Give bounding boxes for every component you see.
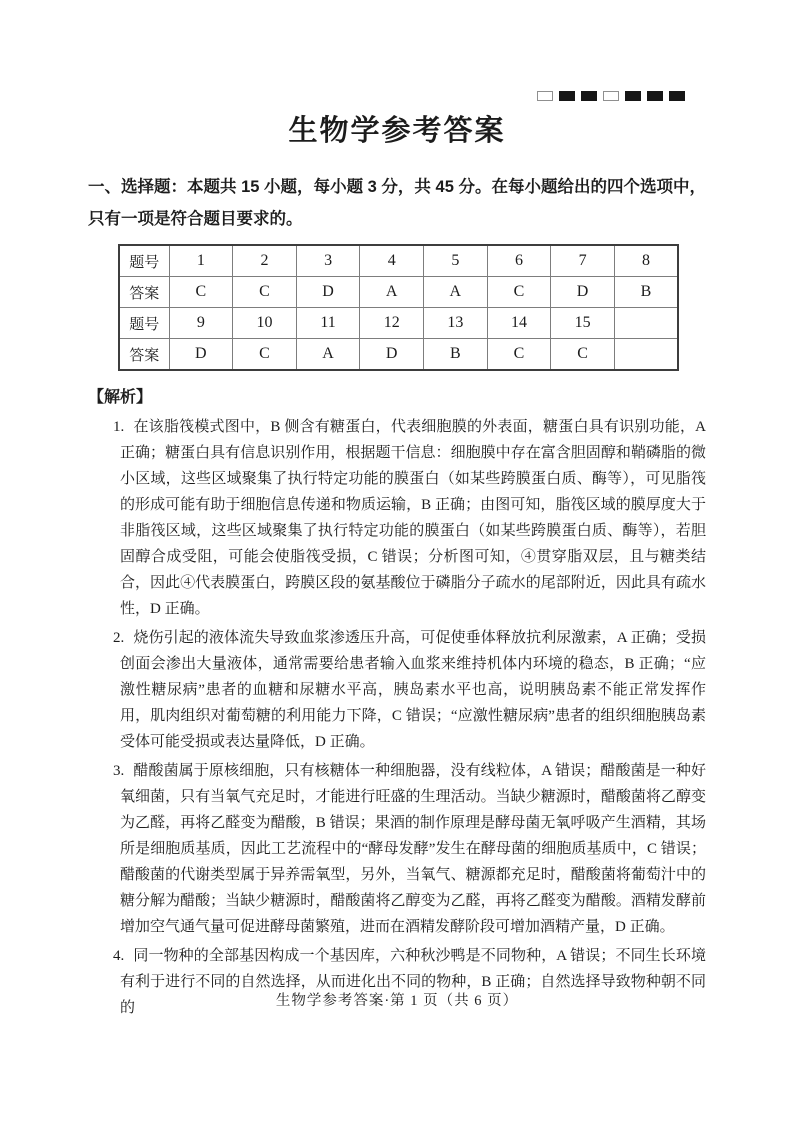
item-text: 醋酸菌属于原核细胞，只有核糖体一种细胞器，没有线粒体，A 错误；醋酸菌是一种好氧细菌，只有当氧气充足时，才能进行旺盛的生理活动。当缺少糖源时，醋酸菌将乙醇变为乙醛，再将乙醛变为醋酸，B 错误；果酒的制作原理是酵母菌无氧呼吸产生酒精，其场所是细胞质基质，因此工艺流程中的“酵母发酵”发生在酵母菌的细胞质基质中，C 错误；醋酸菌的代谢类型属于异养需氧型，另外，当氧气、糖源都充足时，醋酸菌将葡萄汁中的糖分解为醋酸；当缺少糖源时，醋酸菌将乙醇变为乙醛，再将乙醛变为醋酸。酒精发酵前增加空气通气量可促进酵母菌繁殖，进而在酒精发酵阶段可增加酒精产量，D 正确。 bbox=[120, 763, 706, 935]
registration-mark-outline bbox=[603, 91, 619, 101]
table-row bbox=[119, 308, 678, 339]
analysis-item bbox=[88, 414, 706, 622]
row-label: 题号 bbox=[119, 245, 169, 277]
item-number: 2. bbox=[113, 630, 125, 646]
answer-table bbox=[118, 244, 679, 371]
row-label: 答案 bbox=[119, 277, 169, 308]
registration-mark-solid bbox=[625, 91, 641, 101]
registration-mark-solid bbox=[581, 91, 597, 101]
analysis-item bbox=[88, 758, 706, 940]
registration-mark-outline bbox=[537, 91, 553, 101]
item-text: 同一物种的全部基因构成一个基因库，六种秋沙鸭是不同物种，A 错误；不同生长环境有利于进行不同的自然选择，从而进化出不同的物种，B 正确；自然选择导致物种朝不同的 bbox=[120, 948, 706, 1016]
content-area bbox=[88, 172, 706, 1021]
answer-cell bbox=[614, 308, 678, 339]
item-number: 1. bbox=[113, 419, 125, 435]
answer-cell: 11 bbox=[296, 308, 360, 339]
page-title: 生物学参考答案 bbox=[288, 115, 506, 147]
answer-cell: B bbox=[424, 339, 488, 371]
answer-cell: D bbox=[169, 339, 233, 371]
answer-cell: D bbox=[296, 277, 360, 308]
answer-cell: 9 bbox=[169, 308, 233, 339]
answer-cell: C bbox=[551, 339, 615, 371]
answer-cell: 1 bbox=[169, 245, 233, 277]
table-row bbox=[119, 339, 678, 371]
section-one-intro: 一、选择题：本题共 15 小题，每小题 3 分，共 45 分。在每小题给出的四个选项中，只有一项是符合题目要求的。 bbox=[88, 178, 706, 228]
answer-table-body bbox=[119, 245, 678, 370]
analysis-heading: 【解析】 bbox=[88, 389, 153, 406]
answer-cell: 3 bbox=[296, 245, 360, 277]
answer-cell: 10 bbox=[233, 308, 297, 339]
answer-cell: 4 bbox=[360, 245, 424, 277]
item-text: 烧伤引起的液体流失导致血浆渗透压升高，可促使垂体释放抗利尿激素，A 正确；受损创面会渗出大量液体，通常需要给患者输入血浆来维持机体内环境的稳态，B 正确；“应激性糖尿病”患者的血糖和尿糖水平高，胰岛素水平也高，说明胰岛素不能正常发挥作用，肌肉组织对葡萄糖的利用能力下降，C 错误；“应激性糖尿病”患者的组织细胞胰岛素受体可能受损或表达量降低，D 正确。 bbox=[120, 630, 706, 750]
print-registration-marks bbox=[537, 91, 685, 101]
answer-cell: D bbox=[360, 339, 424, 371]
page-footer: 生物学参考答案·第 1 页（共 6 页） bbox=[275, 993, 519, 1009]
answer-cell: D bbox=[551, 277, 615, 308]
answer-cell: 8 bbox=[614, 245, 678, 277]
answer-cell: B bbox=[614, 277, 678, 308]
registration-mark-solid bbox=[559, 91, 575, 101]
answer-cell: C bbox=[233, 339, 297, 371]
answer-cell: A bbox=[360, 277, 424, 308]
analysis-items bbox=[88, 414, 706, 1021]
analysis-item bbox=[88, 625, 706, 755]
table-row bbox=[119, 245, 678, 277]
answer-cell: 13 bbox=[424, 308, 488, 339]
answer-cell: 7 bbox=[551, 245, 615, 277]
answer-cell: 6 bbox=[487, 245, 551, 277]
answer-cell: C bbox=[487, 339, 551, 371]
answer-cell: 14 bbox=[487, 308, 551, 339]
answer-cell: C bbox=[487, 277, 551, 308]
answer-cell: C bbox=[233, 277, 297, 308]
answer-cell: C bbox=[169, 277, 233, 308]
item-number: 3. bbox=[113, 763, 125, 779]
answer-cell: 5 bbox=[424, 245, 488, 277]
table-row bbox=[119, 277, 678, 308]
answer-cell: 12 bbox=[360, 308, 424, 339]
answer-cell: A bbox=[424, 277, 488, 308]
registration-mark-solid bbox=[669, 91, 685, 101]
row-label: 题号 bbox=[119, 308, 169, 339]
answer-cell: 2 bbox=[233, 245, 297, 277]
item-text: 在该脂筏模式图中，B 侧含有糖蛋白，代表细胞膜的外表面，糖蛋白具有识别功能，A 正确；糖蛋白具有信息识别作用，根据题干信息：细胞膜中存在富含胆固醇和鞘磷脂的微小区域，这些区域聚集了执行特定功能的膜蛋白（如某些跨膜蛋白质、酶等），可见脂筏的形成可能有助于细胞信息传递和物质运输，B 正确；由图可知，脂筏区域的膜厚度大于非脂筏区域，这些区域聚集了执行特定功能的膜蛋白（如某些跨膜蛋白质、酶等），若胆固醇合成受阻，可能会使脂筏受损，C 错误；分析图可知，④贯穿脂双层，且与糖类结合，因此④代表膜蛋白，跨膜区段的氨基酸位于磷脂分子疏水的尾部附近，因此具有疏水性，D 正确。 bbox=[120, 419, 706, 617]
answer-cell bbox=[614, 339, 678, 371]
answer-cell: A bbox=[296, 339, 360, 371]
registration-mark-solid bbox=[647, 91, 663, 101]
answer-cell: 15 bbox=[551, 308, 615, 339]
item-number: 4. bbox=[113, 948, 125, 964]
row-label: 答案 bbox=[119, 339, 169, 371]
